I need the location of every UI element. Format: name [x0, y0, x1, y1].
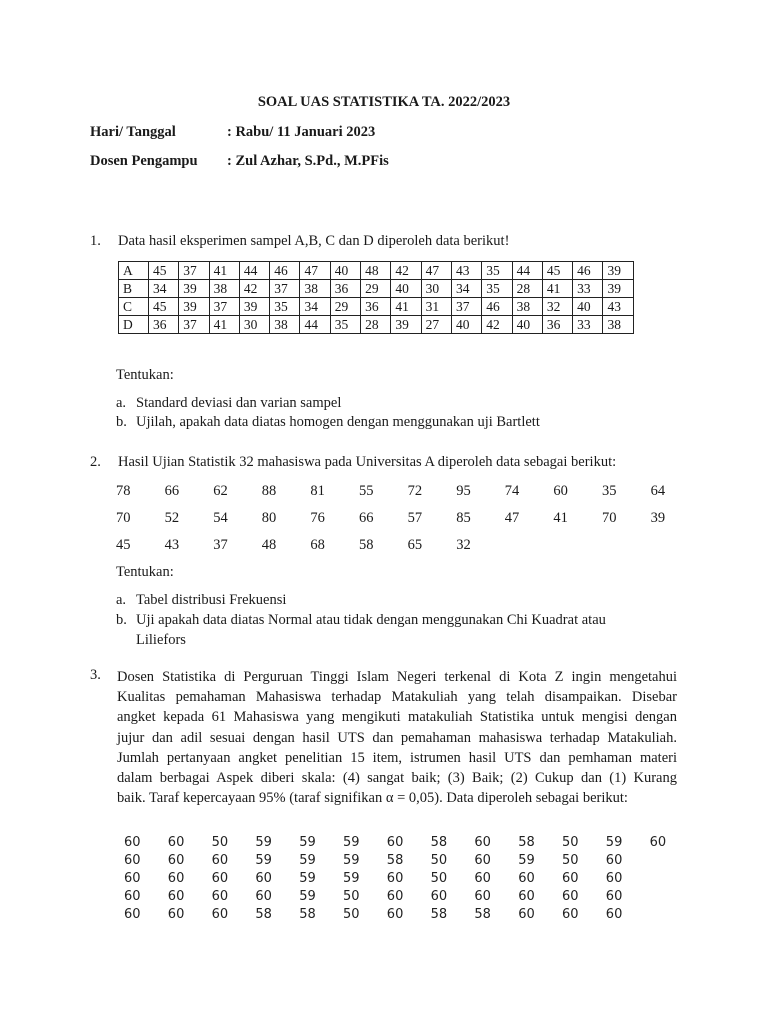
q1-table-cell: 38	[603, 316, 633, 334]
q3-data-value: 60	[562, 907, 579, 922]
q1-table-cell: 45	[149, 298, 179, 316]
q2-data-value: 60	[553, 483, 568, 499]
q2-data-value: 65	[407, 537, 423, 553]
q3-data-value: 50	[343, 889, 360, 904]
q3-data-value: 59	[343, 853, 360, 868]
q3-data-value: 50	[211, 835, 229, 850]
q2-number: 2.	[90, 454, 101, 470]
q1-table-row-label: A	[119, 262, 149, 280]
q1-task-b-marker: b.	[116, 414, 127, 430]
q2-data-value: 72	[407, 483, 423, 499]
q1-table-row	[119, 316, 634, 334]
q2-data-value: 64	[650, 483, 666, 499]
q3-data-value: 60	[167, 853, 185, 868]
q1-task-b: Ujilah, apakah data diatas homogen dengan menggunakan uji Bartlett	[136, 414, 540, 430]
q2-data-value: 54	[213, 510, 228, 526]
q2-data-value: 58	[359, 537, 374, 553]
q1-table-cell: 36	[149, 316, 179, 334]
q3-data-value: 59	[255, 835, 272, 850]
q1-table-cell: 34	[149, 280, 179, 298]
q1-table-cell: 38	[270, 316, 300, 334]
q1-table-cell: 35	[482, 262, 512, 280]
q2-data-value: 76	[310, 510, 325, 526]
q3-line: jujur dan adil sesuai dengan hasil UTS dan pemahaman mahasiswa terhadap Matakuliah.	[117, 729, 677, 746]
q3-data-value: 60	[124, 907, 141, 922]
q2-task-b-continuation: Liliefors	[136, 632, 186, 648]
q3-data-value: 59	[605, 835, 623, 850]
q1-table-cell: 29	[361, 280, 391, 298]
q2-data-value: 66	[359, 510, 374, 526]
q3-data-value: 60	[605, 889, 623, 904]
q1-table-cell: 45	[542, 262, 572, 280]
q3-data-value: 60	[562, 871, 579, 886]
q1-table-cell: 37	[179, 316, 209, 334]
q3-data-value: 60	[124, 889, 141, 904]
q1-table-cell: 42	[239, 280, 269, 298]
q3-data-value: 59	[518, 853, 535, 868]
q3-data-value: 60	[211, 907, 229, 922]
q1-table-cell: 36	[361, 298, 391, 316]
q3-data-value: 60	[649, 835, 667, 850]
q1-number: 1.	[90, 233, 101, 249]
q3-data-value: 60	[124, 835, 141, 850]
q3-data-value: 58	[430, 835, 448, 850]
q3-line: angket kepada 61 Mahasiswa yang mengikuti matakuliah Statistika untuk mengisi dengan	[117, 709, 677, 726]
q1-table-cell: 45	[149, 262, 179, 280]
q1-table-cell: 38	[512, 298, 542, 316]
q2-data-value: 47	[504, 510, 520, 526]
document-title: SOAL UAS STATISTIKA TA. 2022/2023	[257, 94, 511, 110]
q3-data-value: 58	[518, 835, 535, 850]
q2-data-value: 81	[310, 483, 325, 499]
q1-table-cell: 35	[270, 298, 300, 316]
q1-table-row	[119, 298, 634, 316]
q3-data-value: 60	[474, 871, 491, 886]
q3-data-value: 60	[124, 871, 141, 886]
q2-task-a-marker: a.	[116, 592, 127, 608]
q2-data-value: 41	[553, 510, 568, 526]
q3-data-value: 60	[211, 871, 229, 886]
q3-data-value: 59	[255, 853, 272, 868]
q3-data-value: 60	[386, 907, 404, 922]
q2-data-value: 62	[213, 483, 228, 499]
q2-data-value: 74	[504, 483, 520, 499]
q1-table-cell: 40	[573, 298, 603, 316]
q1-text: Data hasil eksperimen sampel A,B, C dan D diperoleh data berikut!	[118, 233, 510, 249]
q3-data-value: 60	[167, 889, 185, 904]
q1-table-cell: 43	[451, 262, 481, 280]
q1-table-cell: 38	[300, 280, 330, 298]
q3-line: Kualitas pemahaman Mahasiswa terhadap Matakuliah yang telah disampaikan. Disebar	[117, 689, 677, 706]
q1-table-cell: 48	[361, 262, 391, 280]
q1-table-cell: 33	[573, 316, 603, 334]
q1-table-cell: 39	[179, 280, 209, 298]
q1-table-cell: 31	[421, 298, 451, 316]
q2-data-value: 70	[602, 510, 617, 526]
q1-tentukan: Tentukan:	[116, 367, 174, 383]
q1-table-cell: 41	[542, 280, 572, 298]
q3-data-value: 50	[562, 835, 579, 850]
q3-data-value: 60	[211, 853, 229, 868]
q2-data-value: 80	[261, 510, 277, 526]
q2-data-value: 43	[164, 537, 180, 553]
q1-table-row	[119, 280, 634, 298]
q2-data-value: 37	[213, 537, 228, 553]
q1-table-cell: 47	[421, 262, 451, 280]
q3-data-value: 60	[167, 871, 185, 886]
q3-data-value: 60	[167, 907, 185, 922]
q3-data-value: 60	[518, 871, 535, 886]
q3-line: Jumlah pertanyaan angket penelitian 15 item, istrumen hasil UTS dan pemhaman materi	[117, 749, 677, 766]
q3-paragraph	[117, 667, 677, 808]
q3-data-value: 60	[211, 889, 229, 904]
q2-data-value: 39	[650, 510, 666, 526]
q1-table-cell: 41	[209, 262, 239, 280]
q3-data-value: 50	[562, 853, 579, 868]
q2-task-a: Tabel distribusi Frekuensi	[136, 592, 287, 608]
q1-table-cell: 40	[451, 316, 481, 334]
q1-table-cell: 36	[330, 280, 360, 298]
q1-table-cell: 46	[270, 262, 300, 280]
q2-task-b: Uji apakah data diatas Normal atau tidak dengan menggunakan Chi Kuadrat atau	[136, 612, 606, 628]
q1-table-cell: 41	[209, 316, 239, 334]
q3-data-value: 59	[299, 889, 316, 904]
day-label: Hari/ Tanggal	[90, 124, 176, 140]
q2-data-value: 52	[164, 510, 180, 526]
q3-data-value: 60	[562, 889, 579, 904]
q3-data-value: 58	[430, 907, 448, 922]
q1-table-cell: 47	[300, 262, 330, 280]
q3-line: baik. Taraf kepercayaan 95% (taraf signifikan α = 0,05). Data diperoleh sebagai berikut:	[117, 790, 628, 807]
q3-data-value: 60	[386, 871, 404, 886]
q3-data-value: 60	[474, 835, 491, 850]
q3-data-value: 60	[605, 871, 623, 886]
q1-table-cell: 28	[361, 316, 391, 334]
q3-data-value: 60	[255, 871, 272, 886]
q1-table-row	[119, 262, 634, 280]
q1-task-a: Standard deviasi dan varian sampel	[136, 395, 342, 411]
q1-table-cell: 37	[179, 262, 209, 280]
q3-data-value: 60	[386, 835, 404, 850]
day-value: : Rabu/ 11 Januari 2023	[227, 124, 376, 140]
q2-data-value: 45	[116, 537, 131, 553]
q2-tentukan: Tentukan:	[116, 564, 174, 580]
q1-table-cell: 44	[512, 262, 542, 280]
q1-table-cell: 40	[391, 280, 421, 298]
q2-data-value: 95	[456, 483, 471, 499]
q1-table-cell: 42	[482, 316, 512, 334]
q3-line: dalam berbagai Aspek diberi skala: (4) sangat baik; (3) Baik; (2) Cukup dan (1) Kurang	[117, 770, 677, 787]
q3-number: 3.	[90, 667, 101, 683]
q1-table-cell: 39	[239, 298, 269, 316]
q1-table-cell: 40	[330, 262, 360, 280]
q1-table-cell: 36	[542, 316, 572, 334]
q2-data-value: 88	[261, 483, 277, 499]
q3-data-value: 60	[605, 907, 623, 922]
q2-data-value: 85	[456, 510, 471, 526]
q1-table-cell: 46	[573, 262, 603, 280]
lecturer-value: : Zul Azhar, S.Pd., M.PFis	[227, 153, 389, 169]
q3-data-value: 60	[430, 889, 448, 904]
q1-table-cell: 28	[512, 280, 542, 298]
q2-data-value: 70	[116, 510, 131, 526]
q2-data-value: 68	[310, 537, 325, 553]
q1-table-cell: 32	[542, 298, 572, 316]
q1-table-cell: 39	[603, 262, 633, 280]
q2-data-value: 66	[164, 483, 180, 499]
q2-data-value: 57	[407, 510, 423, 526]
q1-table-cell: 34	[300, 298, 330, 316]
q1-table-cell: 37	[209, 298, 239, 316]
q3-data-value: 60	[124, 853, 141, 868]
q3-data-value: 59	[343, 835, 360, 850]
q2-data-value: 35	[602, 483, 617, 499]
q1-table-cell: 37	[270, 280, 300, 298]
q1-table-cell: 34	[451, 280, 481, 298]
q1-table-cell: 38	[209, 280, 239, 298]
q3-data-value: 60	[474, 853, 491, 868]
q1-table-cell: 40	[512, 316, 542, 334]
q1-table-cell: 30	[421, 280, 451, 298]
q1-table-cell: 39	[603, 280, 633, 298]
q1-table-row-label: D	[119, 316, 149, 334]
q3-data-value: 59	[343, 871, 360, 886]
q3-data-value: 58	[255, 907, 272, 922]
q1-table-cell: 29	[330, 298, 360, 316]
q1-table-cell: 39	[179, 298, 209, 316]
q2-data-value: 78	[116, 483, 131, 499]
q3-data-value: 58	[386, 853, 404, 868]
q1-table-cell: 44	[300, 316, 330, 334]
q3-data-value: 60	[474, 889, 491, 904]
q1-table-cell: 39	[391, 316, 421, 334]
q3-data-value: 59	[299, 853, 316, 868]
q2-data-value: 32	[456, 537, 471, 553]
q1-table-cell: 43	[603, 298, 633, 316]
q1-table-cell: 35	[482, 280, 512, 298]
q2-data-value: 55	[359, 483, 374, 499]
q3-data-value: 60	[518, 907, 535, 922]
q1-table-row-label: B	[119, 280, 149, 298]
q1-table-cell: 44	[239, 262, 269, 280]
q1-table-row-label: C	[119, 298, 149, 316]
q3-data-value: 50	[343, 907, 360, 922]
q3-data-value: 59	[299, 871, 316, 886]
q2-task-b-marker: b.	[116, 612, 127, 628]
q1-table-cell: 42	[391, 262, 421, 280]
q3-line: Dosen Statistika di Perguruan Tinggi Islam Negeri terkenal di Kota Z ingin mengetahui	[117, 669, 677, 685]
q3-data-value: 60	[167, 835, 185, 850]
q3-data-value: 58	[474, 907, 491, 922]
q1-table-cell: 37	[451, 298, 481, 316]
q1-task-a-marker: a.	[116, 395, 127, 411]
q3-data-value: 60	[518, 889, 535, 904]
q1-data-table	[118, 261, 634, 334]
lecturer-label: Dosen Pengampu	[90, 153, 198, 169]
q3-data-value: 60	[255, 889, 272, 904]
q3-data-value: 60	[605, 853, 623, 868]
q3-data-value: 59	[299, 835, 316, 850]
q3-data-value: 60	[386, 889, 404, 904]
q2-data-value: 48	[261, 537, 277, 553]
q1-table-cell: 41	[391, 298, 421, 316]
q2-text: Hasil Ujian Statistik 32 mahasiswa pada Universitas A diperoleh data sebagai berikut:	[118, 454, 617, 470]
q1-table-cell: 35	[330, 316, 360, 334]
q1-table-cell: 46	[482, 298, 512, 316]
q3-data-value: 50	[430, 871, 448, 886]
q3-data-value: 50	[430, 853, 448, 868]
q1-table-cell: 27	[421, 316, 451, 334]
q1-table-cell: 33	[573, 280, 603, 298]
q3-data-value: 58	[299, 907, 316, 922]
q1-table-cell: 30	[239, 316, 269, 334]
